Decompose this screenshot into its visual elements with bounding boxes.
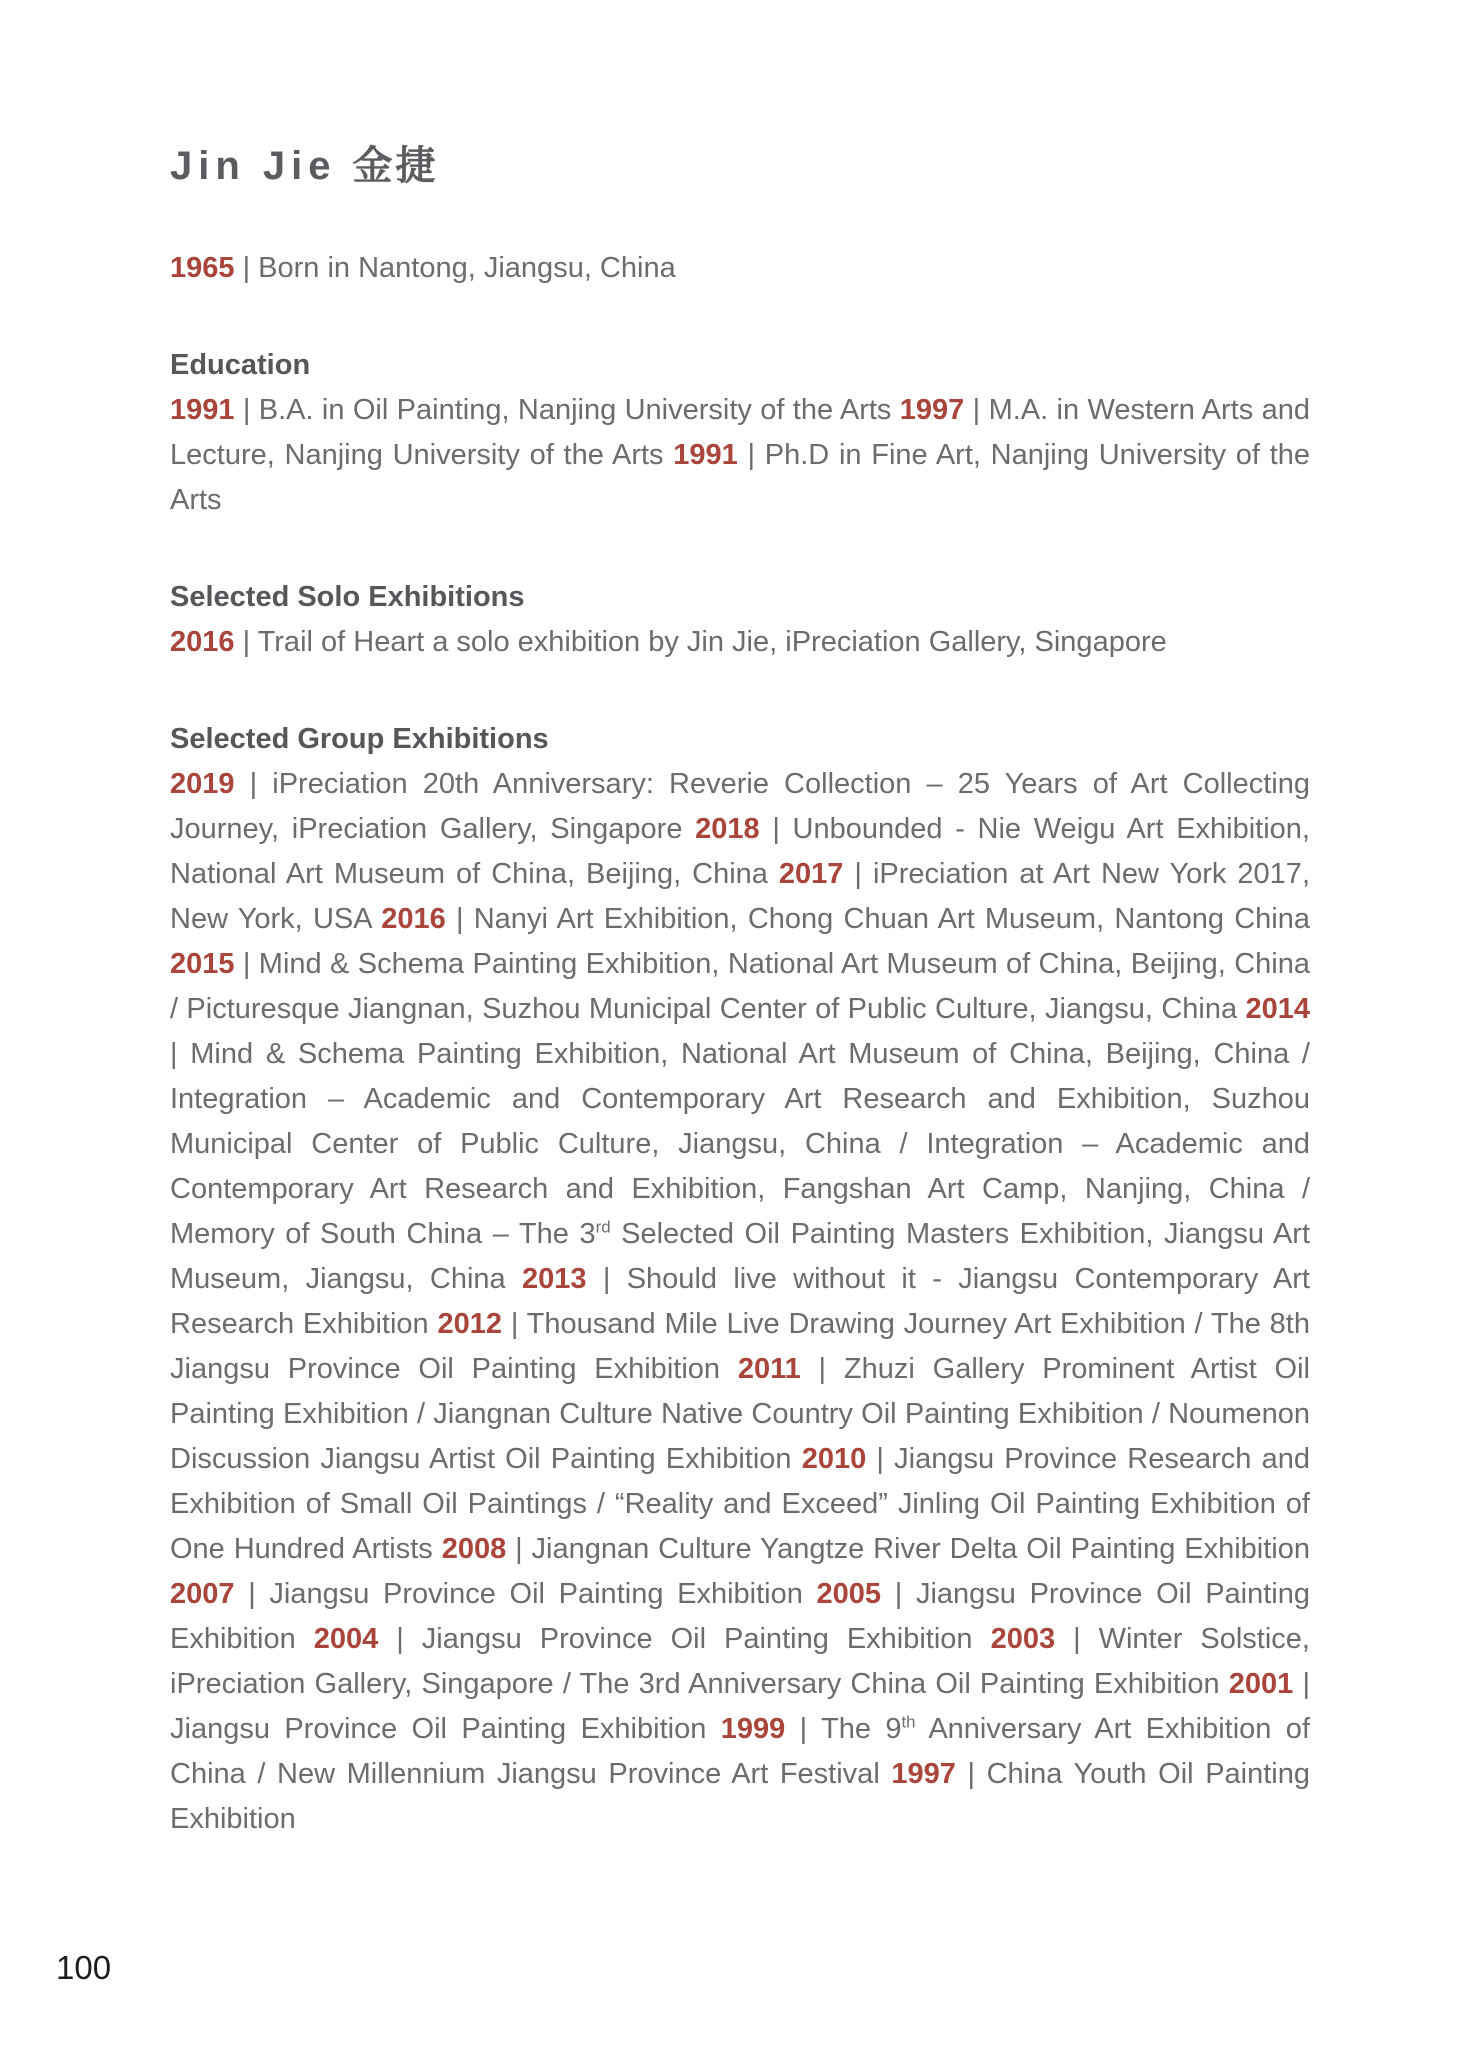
body-text: | Trail of Heart a solo exhibition by Jin Jie, iPreciation Gallery, Singapore <box>234 626 1167 658</box>
year-label: 2012 <box>437 1308 503 1340</box>
ordinal-suffix: rd <box>595 1217 611 1237</box>
body-text: | Jiangsu Province Research and Exhibition of Small Oil Paintings / “Reality and Exceed” Jinling Oil Painting Exhibition of One Hundred Artists <box>170 1443 1310 1565</box>
body-text: | M.A. in Western Arts and Lecture, Nanjing University of the Arts <box>170 394 1310 471</box>
body-text: | The 9 <box>785 1713 902 1745</box>
page-title <box>170 143 1310 189</box>
body-text: | B.A. in Oil Painting, Nanjing University of the Arts <box>234 394 900 426</box>
year-label: 2019 <box>170 768 235 800</box>
body-text: | Jiangsu Province Oil Painting Exhibition <box>170 1578 1310 1655</box>
section-heading-solo-exhibitions: Selected Solo Exhibitions <box>170 581 525 613</box>
year-label: 2003 <box>990 1623 1056 1655</box>
body-text: | iPreciation 20th Anniversary: Reverie Collection – 25 Years of Art Collecting Journey, iPreciation Gallery, Singapore <box>170 768 1310 845</box>
year-label: 2013 <box>522 1263 587 1295</box>
page-number: 100 <box>56 1949 112 1986</box>
year-label: 2004 <box>313 1623 379 1655</box>
body-text: | China Youth Oil Painting Exhibition <box>170 1758 1310 1835</box>
year-label: 2016 <box>381 903 446 935</box>
body-text: | Zhuzi Gallery Prominent Artist Oil Painting Exhibition / Jiangnan Culture Native Country Oil Painting Exhibition / Noumenon Discussion Jiangsu Artist Oil Painting Exhibition <box>170 1353 1310 1475</box>
year-label: 2015 <box>170 948 235 980</box>
year-label: 2016 <box>170 626 235 658</box>
ordinal-suffix: th <box>901 1712 916 1732</box>
body-text: | Mind & Schema Painting Exhibition, National Art Museum of China, Beijing, China / Picturesque Jiangnan, Suzhou Municipal Center of Public Culture, Jiangsu, China <box>170 948 1310 1025</box>
year-label: 2018 <box>695 813 760 845</box>
artist-name-chinese: 金捷 <box>352 144 439 188</box>
year-label: 1991 <box>673 439 738 471</box>
body-text: | Winter Solstice, iPreciation Gallery, Singapore / The 3rd Anniversary China Oil Painting Exhibition <box>170 1623 1310 1700</box>
body-text: | Ph.D in Fine Art, Nanjing University of the Arts <box>170 439 1310 516</box>
year-label: 2001 <box>1228 1668 1294 1700</box>
cv-content <box>170 143 1310 1842</box>
body-text: Selected Oil Painting Masters Exhibition, Jiangsu Art Museum, Jiangsu, China <box>170 1218 1310 1295</box>
body-text: | Jiangsu Province Oil Painting Exhibition <box>234 1578 817 1610</box>
body-text: Anniversary Art Exhibition of China / New Millennium Jiangsu Province Art Festival <box>170 1713 1310 1790</box>
year-label: 2005 <box>816 1578 882 1610</box>
body-text: | Thousand Mile Live Drawing Journey Art Exhibition / The 8th Jiangsu Province Oil Painting Exhibition <box>170 1308 1310 1385</box>
year-label: 2017 <box>778 858 844 890</box>
year-label: 2008 <box>441 1533 507 1565</box>
group-exhibitions-paragraph <box>170 762 1310 1842</box>
born-line <box>170 246 1310 291</box>
year-label: 2007 <box>170 1578 235 1610</box>
body-text: | Jiangnan Culture Yangtze River Delta Oil Painting Exhibition <box>506 1533 1311 1565</box>
body-text: | Mind & Schema Painting Exhibition, National Art Museum of China, Beijing, China / Integration – Academic and Contemporary Art Research and Exhibition, Suzhou Municipal Center of Public Culture, Jiangsu, China / Integration – Academic and Contemporary Art Research and Exhibition, Fangshan Art Camp, Nanjing, China / Memory of South China – The 3 <box>170 1038 1310 1250</box>
year-label: 1991 <box>170 394 235 426</box>
body-text: | Born in Nantong, Jiangsu, China <box>234 252 676 284</box>
section-heading-education: Education <box>170 349 311 381</box>
body-text: | iPreciation at Art New York 2017, New York, USA <box>170 858 1310 935</box>
body-text: | Jiangsu Province Oil Painting Exhibition <box>378 1623 991 1655</box>
body-text: | Should live without it - Jiangsu Contemporary Art Research Exhibition <box>170 1263 1310 1340</box>
body-text: | Unbounded - Nie Weigu Art Exhibition, National Art Museum of China, Beijing, China <box>170 813 1310 890</box>
body-text: | Nanyi Art Exhibition, Chong Chuan Art Museum, Nantong China <box>445 903 1311 935</box>
year-label: 2014 <box>1245 993 1310 1025</box>
section-heading-group-exhibitions: Selected Group Exhibitions <box>170 723 549 755</box>
solo-exhibitions-paragraph <box>170 620 1310 665</box>
artist-name-english: Jin Jie <box>170 144 337 188</box>
year-label: 1965 <box>170 252 235 284</box>
body-text: | Jiangsu Province Oil Painting Exhibition <box>170 1668 1310 1745</box>
year-label: 2011 <box>737 1353 801 1385</box>
year-label: 2010 <box>801 1443 867 1475</box>
education-paragraph <box>170 388 1310 523</box>
year-label: 1997 <box>891 1758 956 1790</box>
year-label: 1999 <box>720 1713 786 1745</box>
year-label: 1997 <box>899 394 965 426</box>
